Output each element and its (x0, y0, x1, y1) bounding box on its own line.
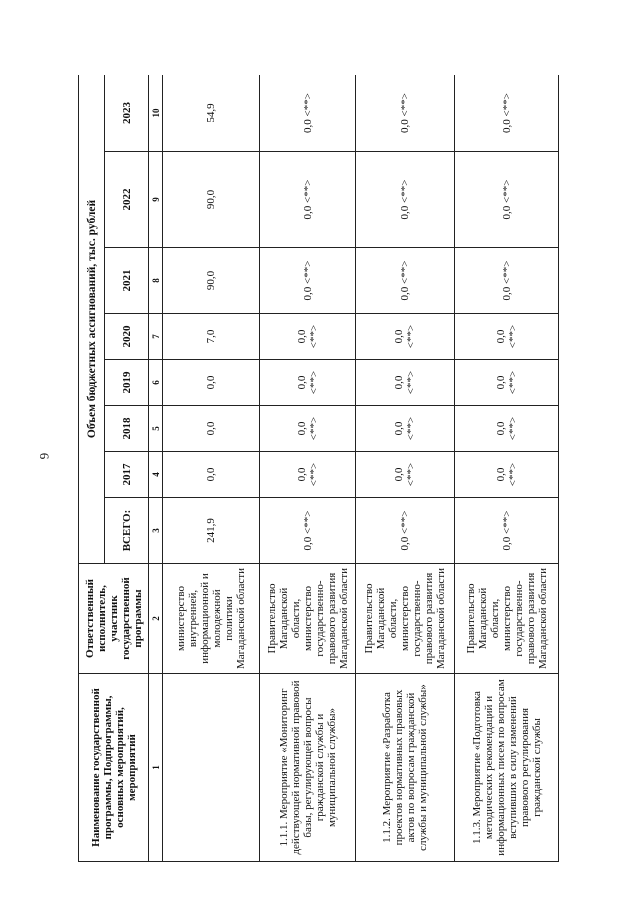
row-value: 0,0 <**> (455, 360, 559, 406)
row-value: 54,9 (163, 75, 260, 152)
header-year: 2021 (105, 248, 149, 314)
header-year: 2018 (105, 406, 149, 452)
header-year: 2022 (105, 152, 149, 248)
row-name: 1.1.2. Мероприятие «Разработка проектов нормативных правовых актов по вопросам гражданской службы и муниципальной службы» (356, 674, 455, 862)
row-total: 0,0 <**> (455, 498, 559, 564)
col-number: 10 (149, 75, 163, 152)
row-value: 0,0 <**> (356, 314, 455, 360)
col-number: 5 (149, 406, 163, 452)
col-number: 6 (149, 360, 163, 406)
row-value: 0,0 (163, 360, 260, 406)
header-year: 2019 (105, 360, 149, 406)
row-value: 0,0 <**> (260, 314, 356, 360)
row-value: 0,0 (163, 406, 260, 452)
row-value: 90,0 (163, 248, 260, 314)
header-budget: Объем бюджетных ассигнований, тыс. рублей (79, 75, 105, 564)
table-row (163, 75, 260, 862)
header-year: 2020 (105, 314, 149, 360)
row-value: 0,0 <**> (455, 406, 559, 452)
row-value: 0,0 <**> (356, 75, 455, 152)
row-name: 1.1.3. Мероприятие «Подготовка методических рекомендаций и информационных писем по вопросам вступивших в силу изменений правового регулирования гражданской службы (455, 674, 559, 862)
row-executor: министерство внутренней, информационной и молодежной политики Магаданской области (163, 564, 260, 674)
header-executor: Ответственный исполнитель, участник государственной программы (79, 564, 149, 674)
page-number: 6 (37, 452, 52, 460)
row-value: 0,0 <**> (455, 248, 559, 314)
budget-table (78, 75, 559, 862)
row-executor: Правительство Магаданской области, министерство государственно-правового развития Магаданской области (356, 564, 455, 674)
row-value: 0,0 <**> (356, 452, 455, 498)
col-number: 4 (149, 452, 163, 498)
row-value: 0,0 <**> (455, 75, 559, 152)
row-executor: Правительство Магаданской области, министерство государственно-правового развития Магаданской области (455, 564, 559, 674)
row-value: 0,0 <**> (260, 360, 356, 406)
document-table-area (78, 75, 559, 862)
row-value: 0,0 <**> (356, 248, 455, 314)
col-number: 2 (149, 564, 163, 674)
header-total: ВСЕГО: (105, 498, 149, 564)
row-value: 0,0 <**> (356, 406, 455, 452)
row-executor: Правительство Магаданской области, министерство государственно-правового развития Магаданской области (260, 564, 356, 674)
row-total: 241,9 (163, 498, 260, 564)
row-total: 0,0 <**> (356, 498, 455, 564)
row-value: 0,0 <**> (455, 314, 559, 360)
col-number: 9 (149, 152, 163, 248)
table-row (455, 75, 559, 862)
header-year: 2017 (105, 452, 149, 498)
row-value: 0,0 <**> (260, 406, 356, 452)
row-value: 90,0 (163, 152, 260, 248)
table-row (356, 75, 455, 862)
row-value: 0,0 <**> (356, 360, 455, 406)
row-value: 7,0 (163, 314, 260, 360)
landscape-container (78, 75, 559, 862)
row-value: 0,0 <**> (455, 452, 559, 498)
header-year: 2023 (105, 75, 149, 152)
row-value: 0,0 (163, 452, 260, 498)
table-row (260, 75, 356, 862)
row-value: 0,0 <**> (356, 152, 455, 248)
row-name: 1.1.1. Мероприятие «Мониторинг действующей нормативной правовой базы, регулирующей вопросы гражданской службы и муниципальной службы» (260, 674, 356, 862)
row-total: 0,0 <**> (260, 498, 356, 564)
row-value: 0,0 <**> (455, 152, 559, 248)
col-number: 1 (149, 674, 163, 862)
header-name: Наименование государственной программы, Подпрограммы, основных мероприятий, мероприятий (79, 674, 149, 862)
row-value: 0,0 <**> (260, 248, 356, 314)
col-number: 8 (149, 248, 163, 314)
col-number: 7 (149, 314, 163, 360)
col-number: 3 (149, 498, 163, 564)
row-name (163, 674, 260, 862)
row-value: 0,0 <**> (260, 452, 356, 498)
column-number-row (149, 75, 163, 862)
row-value: 0,0 <**> (260, 152, 356, 248)
row-value: 0,0 <**> (260, 75, 356, 152)
